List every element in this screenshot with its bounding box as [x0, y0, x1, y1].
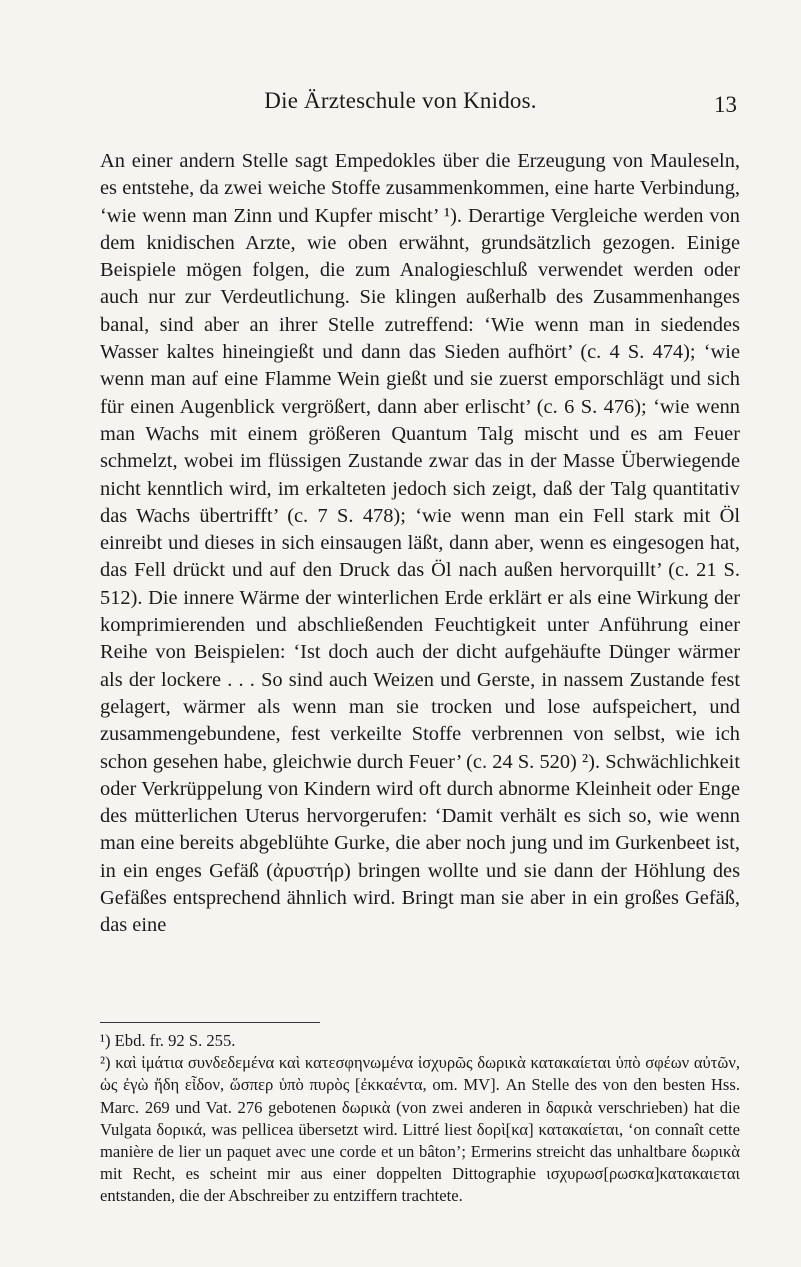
footnote-2: ²) καὶ ἱμάτια συνδεδεμένα καὶ κατεσφηνωμένα ἰσχυρῶς δωρικὰ κατακαίεται ὑπὸ σφέων αὐτῶν, ὡς ἐγὼ ἤδη εἶδον, ὥσπερ ὑπὸ πυρὸς [ἐκκαέντα, om. MV]. An Stelle des von den besten Hss. Marc. 269 und Vat. 276 gebotenen δωρικὰ (von zwei anderen in δαρικὰ verschrieben) hat die Vulgata δορικά, was pellicea übersetzt wird. Littré liest δορὶ[κα] κατακαίεται, ‘on connaît cette manière de lier un paquet avec une corde et un bâton’; Ermerins streicht das unhaltbare δωρικὰ mit Recht, es scheint mir aus einer doppelten Dittographie ισχυρωσ[ρωσκα]κατακαιεται entstanden, die der Abschreiber zu entziffern trachtete.: [100, 1053, 740, 1206]
running-header: [0, 88, 801, 118]
footnotes: [100, 1030, 740, 1208]
footnote-1: ¹) Ebd. fr. 92 S. 255.: [100, 1031, 236, 1050]
running-title: Die Ärzteschule von Knidos.: [264, 88, 537, 113]
body-paragraph: An einer andern Stelle sagt Empedokles über die Erzeugung von Mauleseln, es entstehe, da zwei weiche Stoffe zusammenkommen, eine harte Verbindung, ‘wie wenn man Zinn und Kupfer mischt’ ¹). Derartige Vergleiche werden von dem knidischen Arzte, wie oben erwähnt, grundsätzlich gezogen. Einige Beispiele mögen folgen, die zum Analogieschluß verwendet werden oder auch nur zur Verdeutlichung. Sie klingen außerhalb des Zusammenhanges banal, sind aber an ihrer Stelle zutreffend: ‘Wie wenn man in siedendes Wasser kaltes hineingießt und dann das Sieden aufhört’ (c. 4 S. 474); ‘wie wenn man auf eine Flamme Wein gießt und sie zuerst emporschlägt und sich für einen Augenblick vergrößert, dann aber erlischt’ (c. 6 S. 476); ‘wie wenn man Wachs mit einem größeren Quantum Talg mischt und es am Feuer schmelzt, wobei im flüssigen Zustande zwar das in der Masse Überwiegende nicht kenntlich wird, im erkalteten jedoch sich zeigt, daß der Talg quantitativ das Wachs übertrifft’ (c. 7 S. 478); ‘wie wenn man ein Fell stark mit Öl einreibt und dieses in sich einsaugen läßt, dann aber, wenn es eingesogen hat, das Fell drückt und auf den Druck das Öl nach außen hervorquillt’ (c. 21 S. 512). Die innere Wärme der winterlichen Erde erklärt er als eine Wirkung der komprimierenden und abschließenden Feuchtigkeit unter Anführung einer Reihe von Beispielen: ‘Ist doch auch der dicht aufgehäufte Dünger wärmer als der lockere . . . So sind auch Weizen und Gerste, in nassem Zustande fest gelagert, wärmer als wenn man sie trocken und lose aufspeichert, und zusammengebundene, fest verkeilte Stoffe verbrennen von selbst, wie ich schon gesehen habe, gleichwie durch Feuer’ (c. 24 S. 520) ²). Schwächlichkeit oder Verkrüppelung von Kindern wird oft durch abnorme Kleinheit oder Enge des mütterlichen Uterus hervorgerufen: ‘Damit verhält es sich so, wie wenn man eine bereits abgeblühte Gurke, die aber noch jung und im Gurkenbeet ist, in ein enges Gefäß (ἀρυστήρ) bringen wollte und sie dann der Höhlung des Gefäßes entsprechend ähnlich wird. Bringt man sie aber in ein großes Gefäß, das eine: [100, 150, 740, 937]
page-number: 13: [714, 92, 737, 117]
footnote-separator: [100, 1022, 320, 1023]
main-text: [100, 148, 740, 940]
